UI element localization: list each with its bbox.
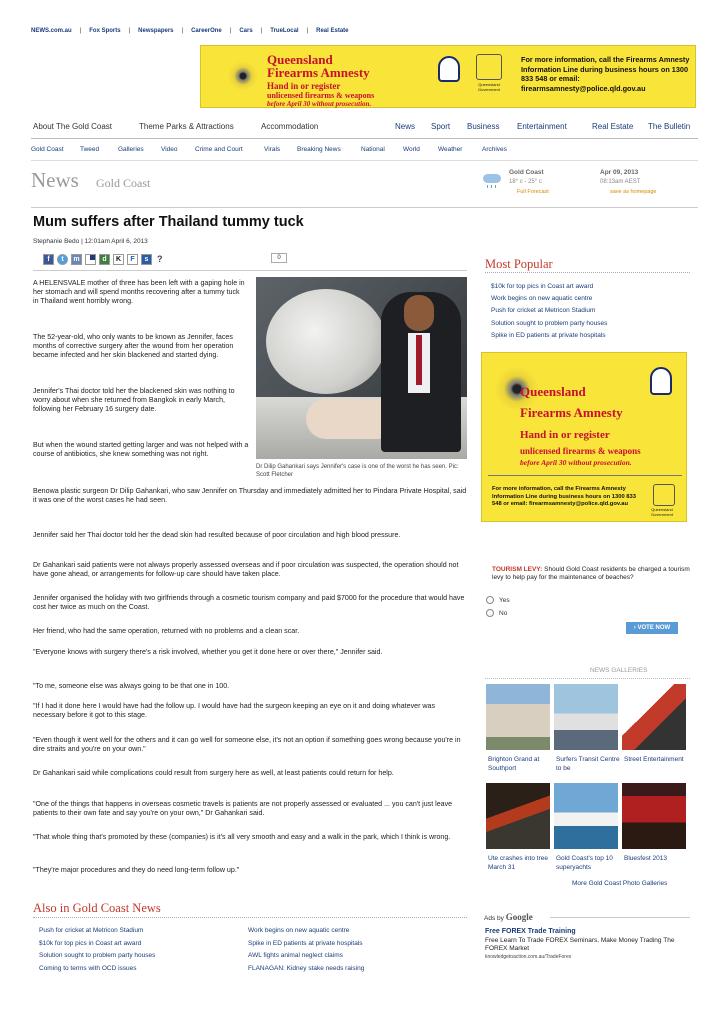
gallery-thumb-superyachts[interactable] [554,783,618,849]
subnav-weather[interactable]: Weather [438,146,463,153]
header-divider [31,207,698,208]
gallery-caption[interactable]: Brighton Grand at Southport [488,756,540,772]
gallery-thumb-brighton-grand[interactable] [486,684,550,750]
nav-sport[interactable]: Sport [431,122,451,131]
also-in-item[interactable]: Solution sought to problem party houses [39,952,156,959]
ads-by-google [484,912,533,922]
nav-divider [31,138,698,139]
current-time: 08:13am AEST [600,179,641,185]
article-paragraph: The 52-year-old, who only wants to be known as Jennifer, faces months of corrective surgery after the wound from her operation became infected and her skin blackened and started dying. [33,333,234,359]
subnav-tweed[interactable]: Tweed [80,146,100,153]
article-byline: Stephanie Bedo | 12:01am April 6, 2013 [33,238,148,245]
nav-accommodation[interactable]: Accommodation [261,122,319,131]
share-toolbar [43,253,163,265]
ads-divider [550,917,690,918]
most-popular-item[interactable]: Work begins on new aquatic centre [491,295,593,303]
facebook-icon[interactable]: f [43,254,54,265]
vote-now-button[interactable]: › VOTE NOW [626,622,678,634]
delicious-icon[interactable] [85,254,96,265]
also-in-item[interactable]: FLANAGAN: Kidney stake needs raising [248,964,365,972]
digg-icon[interactable]: d [99,254,110,265]
photo-caption: Dr Dilip Gahankari says Jennifer's case is one of the worst he has seen. Pic: Scott Fletcher [256,464,459,478]
gallery-caption[interactable]: Surfers Transit Centre to be [556,756,620,772]
google-logo: Google [505,912,533,922]
kwoff-icon[interactable]: K [113,254,124,265]
side-ad-crest-caption: Queensland Government [650,507,673,517]
banner-line2: unlicensed firearms & weapons [267,91,375,100]
nav-news[interactable]: News [395,122,416,131]
article-headline: Mum suffers after Thailand tummy tuck [33,214,304,230]
article-paragraph: Jennifer said her Thai doctor told her the dead skin had resulted because of poor circulation and high blood pressure. [33,531,401,539]
most-popular-item[interactable]: Solution sought to problem party houses [491,319,608,327]
network-link-realestate[interactable]: Real Estate [316,28,349,34]
network-link-cars[interactable]: Cars [239,28,253,34]
network-link-careerone[interactable]: CareerOne [191,28,222,34]
text-ad-headline[interactable]: Free FOREX Trade Training [485,928,576,935]
poll-option-yes[interactable] [486,595,510,605]
more-galleries-link[interactable]: More Gold Coast Photo Galleries [572,880,668,887]
network-link-newspapers[interactable]: Newspapers [138,28,174,34]
most-popular-item[interactable]: $10k for top pics in Coast art award [491,283,594,290]
article-paragraph: "Even though it went well for the others and it can go well for someone else, it's not an option if something goes wrong because you're in dire straits and you're on your own." [33,736,461,753]
article-paragraph: Jennifer organised the holiday with two girlfriends through a cosmetic tourism company and paid $7000 for the procedure that would have cost her twice as much on the Coast. [33,594,465,611]
also-in-title: Also in Gold Coast News [33,901,161,915]
most-popular-divider [485,272,690,273]
subnav-gold-coast[interactable]: Gold Coast [31,146,64,153]
side-ad-divider [488,475,682,476]
news-galleries-title: NEWS GALLERIES [590,667,648,674]
gallery-caption[interactable]: Ute crashes into tree March 31 [488,855,548,871]
subnav-virals[interactable]: Virals [264,146,281,153]
network-link-truelocal[interactable]: TrueLocal [270,28,299,34]
firearms-amnesty-side-ad[interactable] [481,352,687,522]
poll-option-no[interactable] [486,608,507,618]
text-ad-url[interactable]: knowledgetoaction.com.au/TradeForex [485,954,572,960]
subnav-national[interactable]: National [361,146,385,153]
subnav-divider [31,160,698,161]
nav-real-estate[interactable]: Real Estate [592,122,634,131]
twitter-icon[interactable]: t [57,254,68,265]
also-in-column-1 [39,927,239,977]
article-paragraph: Dr Gahankari said while complications could result from surgery here as well, at least patients could return for help. [33,769,394,777]
network-link-newscomau[interactable]: NEWS.com.au [31,28,72,34]
text-ad-body: Free Learn To Trade FOREX Seminars. Make Money Trading The FOREX Market [485,937,675,952]
article-paragraph: "Everyone knows with surgery there's a risk involved, whether you get it done here or over there," Jennifer said. [33,648,383,656]
most-popular-list [491,283,691,344]
article-photo[interactable] [256,277,467,459]
gallery-caption[interactable]: Gold Coast's top 10 superyachts [556,855,613,871]
banner-title2: Firearms Amnesty [267,65,370,80]
ads-by-label: Ads by [484,915,504,922]
nav-entertainment[interactable]: Entertainment [517,122,567,131]
article-paragraph: "If I had it done here I would have had the follow up. I would have had the surgeon keeping an eye on it and doing whatever was necessary before it got to this stage. [33,702,436,719]
also-in-item[interactable]: Coming to terms with OCD issues [39,964,137,972]
subnav-video[interactable]: Video [161,146,178,153]
banner-title1: Queensland [267,52,333,67]
nav-business[interactable]: Business [467,122,500,131]
poll-option-label: No [499,609,508,617]
radio-icon[interactable] [486,596,494,604]
section-title: News [31,168,79,192]
weather-location: Gold Coast [509,169,544,176]
radio-icon[interactable] [486,609,494,617]
network-bar: NEWS.com.au | Fox Sports | Newspapers | CareerOne | Cars | TrueLocal | Real Estate [31,28,349,34]
full-forecast-link[interactable]: Full Forecast [517,189,549,195]
gallery-thumb-transit-centre[interactable] [554,684,618,750]
most-popular-item[interactable]: Spike in ED patients at private hospitals [491,331,606,339]
article-paragraph: Dr Gahankari said patients were not always properly assessed overseas and if poor circulation was suspected, the operation should not have gone ahead, or arrangements for follow-up care should have taken place. [33,561,459,578]
gallery-caption[interactable]: Street Entertainment [624,756,684,763]
qld-government-crest-icon [476,54,502,80]
help-icon[interactable]: ? [157,254,163,264]
stumble-icon[interactable]: s [141,254,152,265]
also-in-item[interactable]: $10k for top pics in Coast art award [39,939,142,947]
banner-line1: Hand in or register [267,81,341,91]
article-paragraph: But when the wound started getting larger and was not helped with a course of antibiotics, she knew something was not right. [33,441,249,458]
also-in-divider [33,917,467,918]
nav-about-gold-coast[interactable]: About The Gold Coast [33,122,113,131]
gallery-thumb-ute-crash[interactable] [486,783,550,849]
qld-government-crest-icon [653,484,675,506]
side-ad-info: For more information, call the Firearms Amnesty Information Line during business hours on 1300 833 548 or email: firearmsamnesty@police.qld.gov.au [492,486,636,507]
most-popular-item[interactable]: Push for cricket at Metricon Stadium [491,307,596,315]
nav-theme-parks[interactable]: Theme Parks & Attractions [139,122,234,131]
side-ad-title1: Queensland [520,384,586,399]
secondary-nav [31,146,531,156]
banner-line3: before April 30 without prosecution. [267,100,372,108]
poll-question [492,566,690,582]
banner-info-text: For more information, call the Firearms Amnesty Information Line during business hours on 1300 833 548 or email: firearmsamnesty@police.qld.gov.au [521,55,690,93]
poll-question-text: Should Gold Coast residents be charged a tourism levy to help pay for the maintenance of beaches? [492,566,690,581]
side-ad-line2: unlicensed firearms & weapons [520,446,641,456]
poll-label: TOURISM LEVY: [492,566,543,573]
network-link-foxsports[interactable]: Fox Sports [89,28,121,34]
bullet-hole-graphic [228,61,258,91]
also-in-item[interactable]: Work begins on new aquatic centre [248,927,350,934]
nav-the-bulletin[interactable]: The Bulletin [648,122,691,131]
article-paragraph: Jennifer's Thai doctor told her the blackened skin was nothing to worry about when she returned from Bangkok in early March, following her February 16 surgery date. [33,387,235,413]
most-popular-title: Most Popular [485,257,553,271]
furl-icon[interactable]: F [127,254,138,265]
banner-crest-caption: Queensland Government [477,82,500,92]
gallery-thumb-bluesfest[interactable] [622,783,686,849]
also-in-column-2 [248,927,448,977]
primary-nav [33,122,698,134]
subnav-world[interactable]: World [403,146,420,153]
side-ad-title2: Firearms Amnesty [520,405,623,420]
article-paragraph: A HELENSVALE mother of three has been left with a gaping hole in her stomach and will spend months recovering after a tummy tuck in Thailand went horribly wrong. [33,279,245,305]
police-crest-icon [650,367,672,395]
subnav-crime-court[interactable]: Crime and Court [195,146,243,153]
article-paragraph: Benowa plastic surgeon Dr Dilip Gahankari, who saw Jennifer on Thursday and immediately admitted her to Pindara Private Hospital, said it was one of the worst cases he had seen. [33,487,467,504]
article-paragraph: "That whole thing that's promoted by these (companies) is it's all very smooth and easy and a walk in the park, which I think is wrong. [33,833,451,841]
article-paragraph: Her friend, who had the same operation, returned with no problems and a clean scar. [33,627,300,635]
firearms-amnesty-banner-ad[interactable] [200,45,696,108]
side-ad-line1: Hand in or register [520,429,610,441]
also-in-item[interactable]: Spike in ED patients at private hospitals [248,939,363,947]
section-subtitle: Gold Coast [96,176,151,190]
galleries-divider [485,678,690,679]
police-crest-icon [438,56,460,82]
weather-temp: 18° c - 25° c [509,179,542,185]
poll-option-label: Yes [499,596,510,604]
side-ad-line3: before April 30 without prosecution. [520,458,632,467]
article-divider [33,270,467,271]
also-in-item[interactable]: Push for cricket at Metricon Stadium [39,927,144,934]
gallery-caption[interactable]: Bluesfest 2013 [624,855,668,862]
save-homepage-link[interactable]: save as homepage [610,189,657,195]
article-paragraph: "One of the things that happens in overseas cosmetic travels is patients are not properly assessed or evaluated ... you can't just leave patients to their own fate and say you're on your own," Dr Gahankari said. [33,800,453,817]
subnav-archives[interactable]: Archives [482,146,507,153]
subnav-galleries[interactable]: Galleries [118,146,144,153]
article-paragraph: "They're major procedures and they do need long-term follow up." [33,866,240,874]
current-date: Apr 09, 2013 [600,169,639,176]
subnav-breaking-news[interactable]: Breaking News [297,146,341,153]
share-count: 0 [271,253,287,263]
also-in-item[interactable]: AWL fights animal neglect claims [248,952,343,959]
myspace-icon[interactable]: m [71,254,82,265]
article-paragraph: "To me, someone else was always going to be that one in 100. [33,682,230,690]
weather-cloud-icon [481,172,503,188]
gallery-thumb-street-entertainment[interactable] [622,684,686,750]
